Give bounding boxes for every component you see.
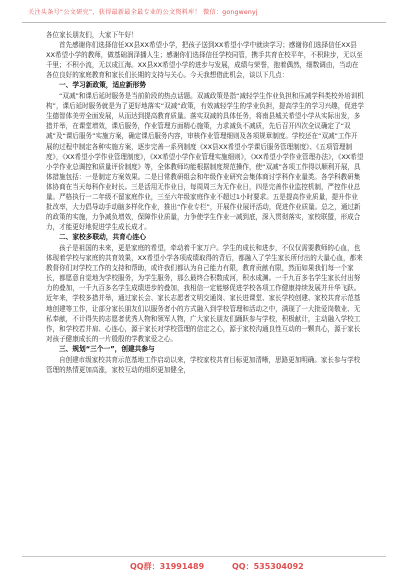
section-heading-2: 二、家校多联动，共育心连心 (59, 233, 146, 242)
top-banner (22, 6, 386, 23)
section-heading-1: 一、学习新政策，适应新形势 (59, 81, 146, 90)
salutation: 各位家长朋友们，大家下午好！ (46, 31, 138, 39)
document-body (46, 30, 364, 375)
section-2-paragraph: 孩子是祖国的未来，更是家庭的希望，牵动着千家万户。学生的成长和进步，不仅仅需要教师的心血，也体现着学校与家庭的共育效果，XX希望小学各项成绩取得的背后，都融入了学生家长所付出的大量心血，都来教督你们对学校工作的支持和帮助，或许我们都认为自己能力有限，教育贡献有限，然而如果我们每一个家长，都愿意自觉地为学校服务，为学生服务，那么最终合积数成河，积水成渊。一千九百多名学生家长付出努力的叠加，一千九百多名学生成绩进步的叠加，我相信一定能够促进学校各项工作健康持续发展并升华飞跃。近年来，学校多措并举，通过家长会、家长志愿者文明交通岗、家长进课堂、家长学校创建、家校共育示范基地创建等工作，让部分家长朋友们以服务者小的方式融入到学校管理和活动之中，满现了一大批爱岗敬业、无私奉献，不计得失的志愿者优秀人物和领军人物，广大家长朋友们踊跃参与学校，积极献计，主动融入学校工作，和学校若并肩、心连心，源于家长对学校管理的信定之心，源于家校沟通良性互动的一颗真心，源于家长对孩子健康成长的一片殷殷的学教家爱之心。 (46, 243, 363, 343)
section-heading-3: 三、规划“三个一”，创建共参与 (59, 344, 155, 353)
qq-number: QQ：535304092 (232, 562, 304, 571)
banner-text: 关注头条号“公文研究”，获得最新最全最专业的公文资料库！ 微信：gongwenyj (28, 9, 258, 16)
footer (22, 556, 386, 577)
intro-paragraph: 首先感谢你们选择信任XX县XX希望小学，把孩子送到XX希望小学中就读学习；感谢你们选择信任XX县XX希望小学的教师，做基础润泽播人生；感谢你们选择信任学校同管，携手共育在校平年，不积跬步，无以至千里；不积小流，无以成江海。XX县XX希望小学的进步与发展，成绩与荣誉，抱着偶然，细数调由，当动在各位良好的家庭教育和家长们长期的支持与关心。今天我想借此机会，谈以下几点： (46, 41, 363, 80)
section-1-paragraph: “双减”和课后延时服务是当前阶段的热点话题。双减政策是指“减轻学生作业负担和压减学科类校外培训机构”，课后延时服务就是为了更好地落实“双减”政策，有效减轻学生的学业负担，提高学生的学习兴趣，促进学生德智体美劳全面发展，从而达到提高教育质量。落实双减的具体任务，将南县城关希望小学从实际出发，多措并举，在课堂增效，课后服务，作业管理方面精心施策，力求减负不减质，先后召开四次全议确定了“双减”及“课后服务”实施方案，确定课后服务内容，审核作业管理细则及各项规章制度。学校还在“双减”工作开展的过程中制定各种实施方案，逐步完善一系列制度《XX县XX希望小学课后服务管理制度》、《五项管理制度》，《XX希望小学作业管理制度》，《XX希望小学作业管理实施细则》，《XX希望小学作业管理办法》，《XX希望小学作业总调控和质量评价制度》等，全体教师均能根据制度规范操作，使“双减”各项工作得以顺利开展，具体措施包括：一是制定方案效果。二是日常教研组会和年级作业研究会集体商讨学科作业量类。各学科教研集体协商在当天每科作业时长。三是活用无作业日，每周周三为无作业日，四是完善作业监控机制，严控作业总量。严格执行一二年级不留家庭作业，三至六年级家庭作业不超过1小时要求。五是提高作业质量，提升作业批改率，大力倡导动手动脑多样化作业，推出“作业专栏”，开展作业展评活动，促进作业质量。总之，通过新的政策的实施，力争减负增效，保障作业质量，力争使学生作业一减到底，深入贯彻落实，家校联盟，形成合力，才能更好地促进学生成长成才。 (46, 92, 364, 232)
qq-group-number: QQ群：31991489 (130, 562, 205, 571)
section-3-paragraph: 自创建市级家校共育示范基地工作启动以来，学校家校共育目标更加清晰，思路更加明确。家长参与学校管理的热情更加高涨，家校互动的组织更加健全， (46, 355, 361, 374)
